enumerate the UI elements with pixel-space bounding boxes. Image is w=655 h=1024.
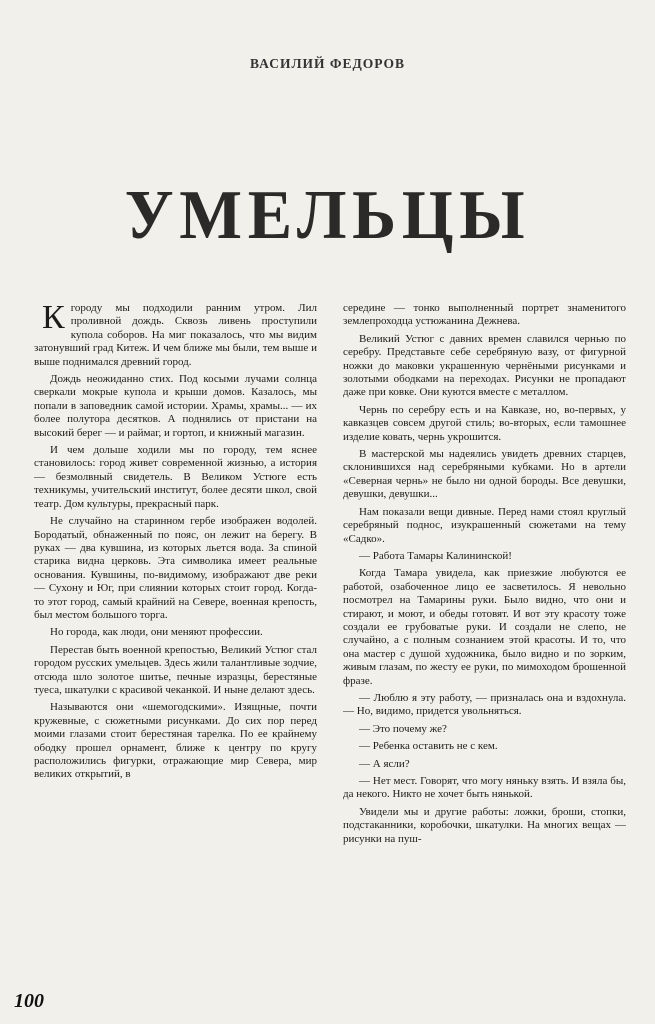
paragraph: Называются они «шемогодскими». Изящные, почти кружевные, с сюжетными рисунками. До сих пор перед моими глазами стоит берестяная тарелка. По ее крайнему ободку прошел орнамент, ближе к центру по кругу расположились фигурки, отражающие мир Севера, мир великих открытий, в <box>34 701 317 781</box>
paragraph: В мастерской мы надеялись увидеть древних старцев, склонившихся над серебряными кубками. Но в артели «Северная чернь» не было ни одной бороды. Все девушки, девушки, девушки... <box>343 448 626 501</box>
paragraph: — Это почему же? <box>359 722 447 735</box>
paragraph: И чем дольше ходили мы по городу, тем яснее становилось: город живет современной жизнью, а история — безмолвный свидетель. В Великом Устюге есть техникумы, учительский институт, более десяти школ, свой театр. Дом культуры, прекрасный парк. <box>34 444 317 510</box>
article-title: УМЕЛЬЦЫ <box>124 177 531 254</box>
paragraph: середине — тонко выполненный портрет знаменитого землепроходца устюжанина Дежнева. <box>343 302 626 328</box>
paragraph: Когда Тамара увидела, как приезжие любуются ее работой, озабоченное лицо ее засветилось. Я невольно посмотрел на Тамарины руки. Было видно, что они и стирают, и моют, и обеды готовят. И вот эту красоту тоже создали ее грубоватые руки. И создали не слепо, не случайно, а с полным сознанием этой красоты. И то, что она мастер с душой художника, было видно и по зорким, живым глазам, по жесту ее руки, по мимоходом брошенной фразе. <box>343 567 626 687</box>
left-column <box>34 302 317 952</box>
paragraph: Не случайно на старинном гербе изображен водолей. Бородатый, обнаженный по пояс, он лежит на берегу. В руках — два кувшина, из которых льется вода. За спиной старика видна церковь. Эта символика имеет реальные основания. Кувшины, по-видимому, изображают две реки — Сухону и Юг, при слиянии которых стоит город. Когда-то этот город, самый крайний на Севере, военная крепость, был местом большого торга. <box>34 515 317 621</box>
first-paragraph-text: городу мы подходили ранним утром. Лил проливной дождь. Сквозь ливень проступили купола соборов. На миг показалось, что мы видим затонувший град Китеж. И чем ближе мы были, тем выше и выше поднимался древний город. <box>34 302 317 368</box>
paragraph: — Нет мест. Говорят, что могу няньку взять. И взяла бы, да некого. Никто не хочет быть нянькой. <box>343 775 626 801</box>
paragraph: Чернь по серебру есть и на Кавказе, но, во-первых, у кавказцев совсем другой стиль; во-вторых, если тамошнее изделие ковать, чернь укрошится. <box>343 403 626 443</box>
paragraph: — Работа Тамары Калининской! <box>359 549 512 562</box>
paragraph: Нам показали вещи дивные. Перед нами стоял круглый серебряный поднос, изукрашенный сюжетами на тему «Садко». <box>343 505 626 545</box>
paragraph: — Люблю я эту работу, — призналась она и вздохнула. — Но, видимо, придется увольняться. <box>343 691 626 718</box>
right-column <box>343 302 626 952</box>
paragraph: Великий Устюг с давних времен славился чернью по серебру. Представьте себе серебряную вазу, от фигурной ножки до маковки украшенную чернёными рисунками и золотыми ободками на переходах. Рисунки не пропадают даже при ковке. Они куются вместе с металлом. <box>343 332 626 399</box>
page-number: 100 <box>14 990 44 1012</box>
paragraph: — А ясли? <box>359 757 410 770</box>
drop-cap: К <box>42 302 65 336</box>
paragraph: Увидели мы и другие работы: ложки, броши, стопки, подстаканники, коробочки, шкатулки. На многих вещах — рисунки на пуш- <box>343 805 626 845</box>
paragraph: Но города, как люди, они меняют профессии. <box>50 626 263 639</box>
paragraph: Перестав быть военной крепостью, Великий Устюг стал городом русских умельцев. Здесь жили талантливые зодчие, отсюда шло золотое шитье, печные изразцы, берестяные туеса, шкатулки с красивой чеканкой. И ныне делают здесь. <box>34 643 317 696</box>
paragraph <box>34 302 317 369</box>
paragraph: Дождь неожиданно стих. Под косыми лучами солнца сверкали мокрые купола и крыши домов. Казалось, мы попали в заповедник самой истории. Храмы, храмы... — их более полутора десятков. А поднялись от пристани на высокий берег — и раймаг, и гортоп, и книжный магазин. <box>34 373 317 439</box>
author-name: ВАСИЛИЙ ФЕДОРОВ <box>250 56 405 71</box>
paragraph: — Ребенка оставить не с кем. <box>359 740 498 753</box>
